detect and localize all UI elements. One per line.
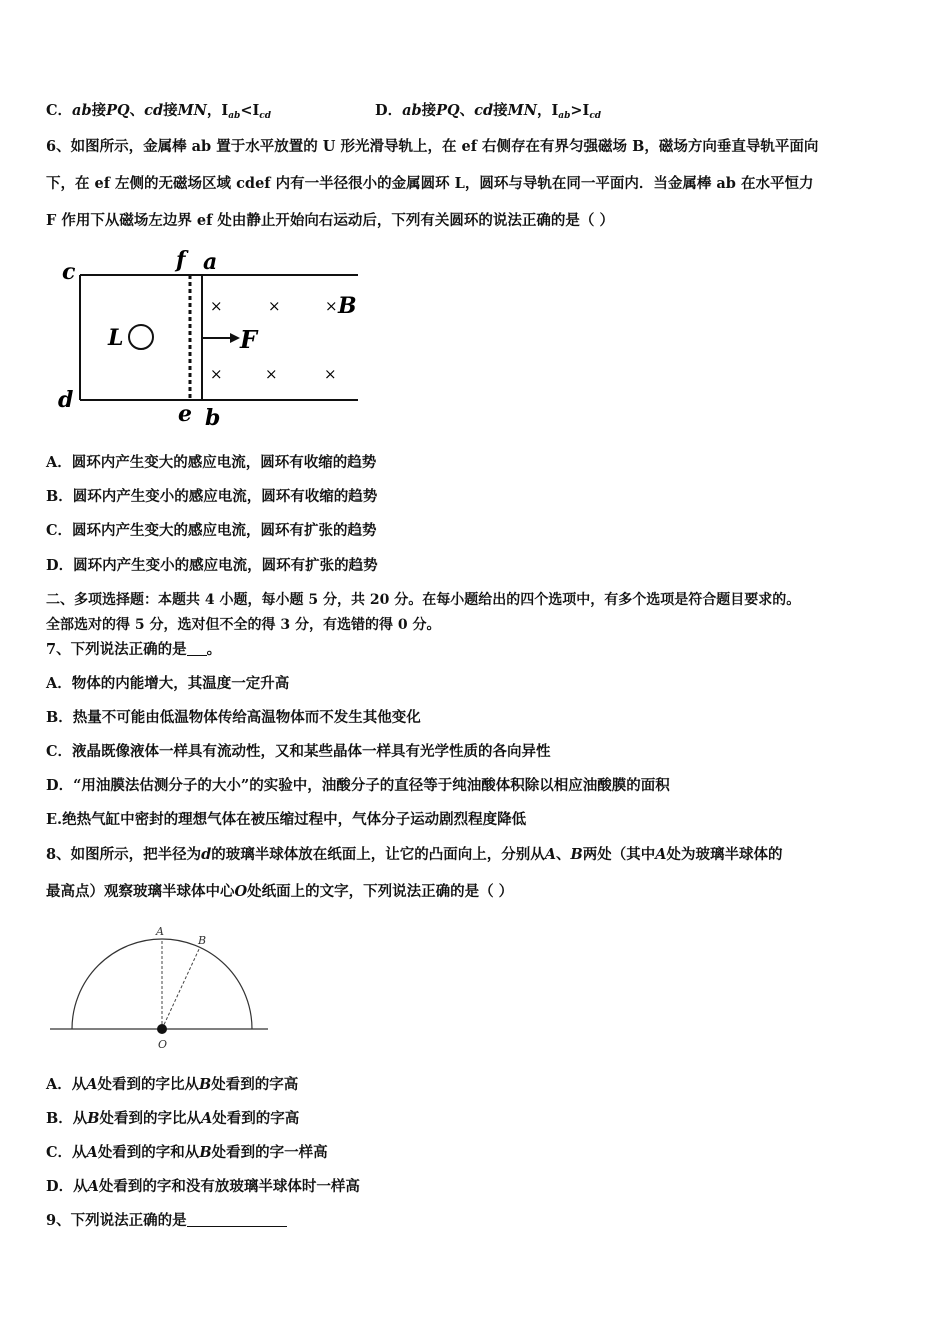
- label-A: A: [156, 925, 164, 938]
- q6-circuit-figure: [50, 245, 370, 430]
- q7-stem: 7、下列说法正确的是 。: [46, 641, 222, 658]
- metal-ring-L: [129, 325, 153, 349]
- label-e: e: [178, 401, 192, 427]
- label-F: F: [240, 325, 258, 354]
- field-cross: ×: [324, 365, 337, 383]
- q6-stem-line-2: 下，在 ef 左侧的无磁场区域 cdef 内有一半径很小的金属圆环 L，圆环与导轨在同一平面内．当金属棒 ab 在水平恒力: [46, 175, 814, 192]
- label-O: O: [158, 1038, 168, 1051]
- label-d: d: [58, 387, 74, 413]
- label-a: a: [203, 249, 218, 275]
- q7-option-a: A．物体的内能增大，其温度一定升高: [46, 675, 290, 692]
- q7-option-b: B．热量不可能由低温物体传给高温物体而不发生其他变化: [46, 709, 421, 726]
- label-B: B: [338, 293, 357, 319]
- q9-stem: 9、下列说法正确的是: [46, 1211, 287, 1231]
- label-L: L: [108, 325, 124, 351]
- field-cross: ×: [265, 365, 278, 383]
- q7-option-c: C．液晶既像液体一样具有流动性，又和某些晶体一样具有光学性质的各向异性: [46, 743, 551, 760]
- q6-option-d: D．圆环内产生变小的感应电流，圆环有扩张的趋势: [46, 557, 378, 574]
- q8-option-c: C．从A处看到的字和从B处看到的字一样高: [46, 1144, 328, 1161]
- q8-stem-line-1: 8、如图所示，把半径为d的玻璃半球体放在纸面上，让它的凸面向上，分别从A、B两处（其中A处为玻璃半球体的: [46, 846, 783, 863]
- field-cross: ×: [325, 297, 338, 315]
- answer-blank: [187, 641, 207, 656]
- force-arrow-head: [230, 333, 240, 343]
- q6-stem-line-3: F 作用下从磁场左边界 ef 处由静止开始向右运动后，下列有关圆环的说法正确的是（ ）: [46, 212, 614, 229]
- q8-hemisphere-figure: [50, 920, 270, 1055]
- q6-stem-line-1: 6、如图所示，金属棒 ab 置于水平放置的 U 形光滑导轨上，在 ef 右侧存在有界匀强磁场 B，磁场方向垂直导轨平面向: [46, 138, 819, 155]
- q6-option-a: A．圆环内产生变大的感应电流，圆环有收缩的趋势: [46, 454, 377, 471]
- q6-option-c: C．圆环内产生变大的感应电流，圆环有扩张的趋势: [46, 522, 377, 539]
- answer-blank: [187, 1212, 287, 1227]
- q8-stem-line-2: 最高点）观察玻璃半球体中心O处纸面上的文字，下列说法正确的是（ ）: [46, 883, 514, 900]
- section2-heading-line-1: 二、多项选择题：本题共 4 小题，每小题 5 分，共 20 分。在每小题给出的四个选项中，有多个选项是符合题目要求的。: [46, 592, 801, 608]
- label-B: B: [198, 934, 207, 947]
- label-f: f: [176, 247, 186, 273]
- q7-option-d: D．“用油膜法估测分子的大小”的实验中，油酸分子的直径等于纯油酸体积除以相应油酸膜的面积: [46, 777, 670, 794]
- field-cross: ×: [268, 297, 281, 315]
- q6-option-b: B．圆环内产生变小的感应电流，圆环有收缩的趋势: [46, 488, 378, 505]
- field-cross: ×: [210, 297, 223, 315]
- center-point-O: [157, 1024, 167, 1034]
- label-c: c: [62, 259, 76, 285]
- q5-option-c: C．ab接PQ、cd接MN，$I_{ab}<I_{cd}$: [46, 102, 272, 121]
- q8-option-b: B．从B处看到的字比从A处看到的字高: [46, 1110, 300, 1127]
- sight-line-B: [162, 947, 200, 1029]
- q8-option-d: D．从A处看到的字和没有放玻璃半球体时一样高: [46, 1178, 360, 1195]
- q8-option-a: A．从A处看到的字比从B处看到的字高: [46, 1076, 299, 1093]
- section2-heading-line-2: 全部选对的得 5 分，选对但不全的得 3 分，有选错的得 0 分。: [46, 617, 441, 633]
- label-b: b: [205, 405, 221, 430]
- q5-option-d: D．ab接PQ、cd接MN，$I_{ab}>I_{cd}$: [375, 102, 602, 121]
- field-cross: ×: [210, 365, 223, 383]
- q7-option-e: E.绝热气缸中密封的理想气体在被压缩过程中，气体分子运动剧烈程度降低: [46, 811, 527, 828]
